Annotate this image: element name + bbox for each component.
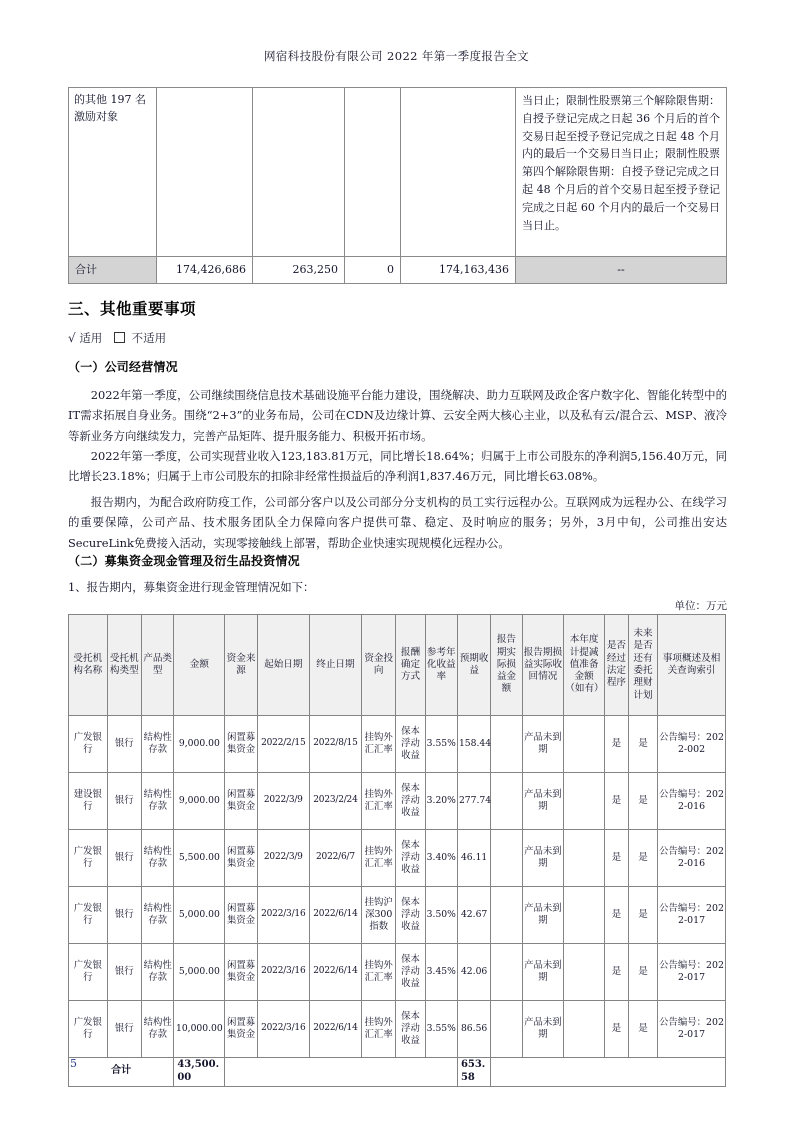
cell-direction: 挂钩外汇汇率 xyxy=(362,1001,396,1058)
cell-legal-procedure: 是 xyxy=(604,1001,628,1058)
cell-recovery: 产品未到期 xyxy=(522,830,564,887)
table-total-row xyxy=(69,257,727,284)
cell-product-type: 结构性存款 xyxy=(141,830,173,887)
cell-legal-procedure: 是 xyxy=(604,773,628,830)
table-total-row xyxy=(69,1058,726,1087)
cell-institution: 广发银行 xyxy=(69,887,108,944)
empty-cell-4 xyxy=(401,88,516,257)
cell-inst-type: 银行 xyxy=(107,716,141,773)
cell-remuneration: 保本浮动收益 xyxy=(396,944,425,1001)
col-actual-pl: 报告期实际损益金额 xyxy=(491,615,522,716)
subsection-two-title: （二）募集资金现金管理及衍生品投资情况 xyxy=(68,554,300,568)
empty-cell-2 xyxy=(253,88,345,257)
cell-impairment xyxy=(564,887,605,944)
cell-future-plan: 是 xyxy=(628,773,657,830)
cell-recovery: 产品未到期 xyxy=(522,944,564,1001)
cell-ref-rate: 3.50% xyxy=(425,887,457,944)
cell-index: 公告编号：2022-002 xyxy=(658,716,726,773)
paragraph-remote-work: 报告期内，为配合政府防疫工作，公司部分客户以及公司部分分支机构的员工实行远程办公。互联网成为远程办公、在线学习的重要保障，公司产品、技术服务团队全力保障向客户提供可靠、稳定、及时响应的服务；另外，3月中旬，公司推出安达SecureLink免费接入活动，实现零接触线上部署，帮助企业快速实现规模化远程办公。 xyxy=(68,495,727,550)
check-icon: √ xyxy=(68,331,76,345)
cell-future-plan: 是 xyxy=(628,830,657,887)
cell-remuneration: 保本浮动收益 xyxy=(396,773,425,830)
cell-product-type: 结构性存款 xyxy=(141,716,173,773)
empty-cell-1 xyxy=(157,88,253,257)
page-number: 5 xyxy=(70,1057,77,1070)
col-index: 事项概述及相关查询索引 xyxy=(658,615,726,716)
total-expected-income: 653.58 xyxy=(457,1058,490,1087)
cell-impairment xyxy=(564,944,605,1001)
total-value-3: 0 xyxy=(345,257,401,284)
cell-legal-procedure: 是 xyxy=(604,887,628,944)
table-body xyxy=(69,716,726,1087)
table-row xyxy=(69,88,727,257)
table-row xyxy=(69,887,726,944)
cell-expected-income: 158.44 xyxy=(457,716,490,773)
cell-legal-procedure: 是 xyxy=(604,944,628,1001)
applicable-label: 适用 xyxy=(79,331,103,345)
total-value-4: 174,163,436 xyxy=(401,257,516,284)
fund-management-lead: 1、报告期内，募集资金进行现金管理情况如下： xyxy=(68,580,315,594)
cell-expected-income: 42.06 xyxy=(457,944,490,1001)
col-reference-rate: 参考年化收益率 xyxy=(425,615,457,716)
cell-actual-pl xyxy=(491,716,522,773)
cell-direction: 挂钩沪深300指数 xyxy=(362,887,396,944)
cell-remuneration: 保本浮动收益 xyxy=(396,1001,425,1058)
table-row xyxy=(69,1001,726,1058)
table-row xyxy=(69,773,726,830)
col-expected-income: 预期收益 xyxy=(457,615,490,716)
applicability-line xyxy=(68,330,166,346)
cell-direction: 挂钩外汇汇率 xyxy=(362,716,396,773)
cell-inst-type: 银行 xyxy=(107,944,141,1001)
table-row xyxy=(69,830,726,887)
cell-end-date: 2023/2/24 xyxy=(309,773,361,830)
cell-ref-rate: 3.55% xyxy=(425,716,457,773)
col-institution-name: 受托机构名称 xyxy=(69,615,108,716)
cell-actual-pl xyxy=(491,944,522,1001)
incentive-object-cell: 的其他 197 名激励对象 xyxy=(69,88,157,257)
cell-amount: 10,000.00 xyxy=(174,1001,225,1058)
cell-index: 公告编号：2022-016 xyxy=(658,830,726,887)
cell-institution: 广发银行 xyxy=(69,830,108,887)
cell-recovery: 产品未到期 xyxy=(522,773,564,830)
col-institution-type: 受托机构类型 xyxy=(107,615,141,716)
col-fund-source: 资金来源 xyxy=(225,615,257,716)
cell-remuneration: 保本浮动收益 xyxy=(396,887,425,944)
cell-inst-type: 银行 xyxy=(107,887,141,944)
subsection-one-title: （一）公司经营情况 xyxy=(68,360,178,374)
cell-future-plan: 是 xyxy=(628,944,657,1001)
cell-remuneration: 保本浮动收益 xyxy=(396,830,425,887)
cell-product-type: 结构性存款 xyxy=(141,1001,173,1058)
total-blank-1 xyxy=(225,1058,458,1087)
cell-amount: 5,500.00 xyxy=(174,830,225,887)
cell-institution: 广发银行 xyxy=(69,716,108,773)
cell-recovery: 产品未到期 xyxy=(522,1001,564,1058)
cell-future-plan: 是 xyxy=(628,716,657,773)
checkbox-empty-icon[interactable] xyxy=(114,332,125,343)
col-start-date: 起始日期 xyxy=(257,615,309,716)
cell-end-date: 2022/6/14 xyxy=(309,1001,361,1058)
cell-actual-pl xyxy=(491,887,522,944)
cell-product-type: 结构性存款 xyxy=(141,944,173,1001)
cell-amount: 5,000.00 xyxy=(174,887,225,944)
cell-start-date: 2022/3/16 xyxy=(257,944,309,1001)
incentive-plan-table xyxy=(68,87,727,284)
cell-source: 闲置募集资金 xyxy=(225,716,257,773)
cell-actual-pl xyxy=(491,830,522,887)
total-label: 合计 xyxy=(69,257,157,284)
cell-ref-rate: 3.45% xyxy=(425,944,457,1001)
cell-amount: 9,000.00 xyxy=(174,773,225,830)
cell-institution: 建设银行 xyxy=(69,773,108,830)
col-remuneration-method: 报酬确定方式 xyxy=(396,615,425,716)
cell-actual-pl xyxy=(491,773,522,830)
cell-source: 闲置募集资金 xyxy=(225,773,257,830)
cell-source: 闲置募集资金 xyxy=(225,944,257,1001)
cell-ref-rate: 3.40% xyxy=(425,830,457,887)
cell-legal-procedure: 是 xyxy=(604,716,628,773)
cell-end-date: 2022/6/7 xyxy=(309,830,361,887)
cell-impairment xyxy=(564,716,605,773)
cell-product-type: 结构性存款 xyxy=(141,773,173,830)
cell-expected-income: 46.11 xyxy=(457,830,490,887)
total-label: 合计 xyxy=(69,1058,174,1087)
cell-source: 闲置募集资金 xyxy=(225,1001,257,1058)
col-amount: 金额 xyxy=(174,615,225,716)
table-row xyxy=(69,716,726,773)
cell-direction: 挂钩外汇汇率 xyxy=(362,944,396,1001)
page-title: 三、其他重要事项 xyxy=(68,300,197,318)
not-applicable-label: 不适用 xyxy=(131,331,167,345)
col-impairment: 本年度计提减值准备金额（如有） xyxy=(564,615,605,716)
cell-amount: 5,000.00 xyxy=(174,944,225,1001)
cell-end-date: 2022/6/14 xyxy=(309,944,361,1001)
cell-inst-type: 银行 xyxy=(107,1001,141,1058)
cell-expected-income: 277.74 xyxy=(457,773,490,830)
cell-amount: 9,000.00 xyxy=(174,716,225,773)
cell-inst-type: 银行 xyxy=(107,830,141,887)
cell-legal-procedure: 是 xyxy=(604,830,628,887)
cell-ref-rate: 3.20% xyxy=(425,773,457,830)
cell-product-type: 结构性存款 xyxy=(141,887,173,944)
col-legal-procedure: 是否经过法定程序 xyxy=(604,615,628,716)
cell-index: 公告编号：2022-017 xyxy=(658,944,726,1001)
cell-impairment xyxy=(564,1001,605,1058)
total-value-1: 174,426,686 xyxy=(157,257,253,284)
unit-note: 单位：万元 xyxy=(674,600,727,612)
cell-recovery: 产品未到期 xyxy=(522,887,564,944)
empty-cell-3 xyxy=(345,88,401,257)
cell-source: 闲置募集资金 xyxy=(225,887,257,944)
cell-source: 闲置募集资金 xyxy=(225,830,257,887)
cell-inst-type: 银行 xyxy=(107,773,141,830)
cell-end-date: 2022/8/15 xyxy=(309,716,361,773)
cell-start-date: 2022/3/16 xyxy=(257,887,309,944)
cell-remuneration: 保本浮动收益 xyxy=(396,716,425,773)
col-pl-recovery: 报告期损益实际收回情况 xyxy=(522,615,564,716)
paragraph-business-overview: 2022年第一季度，公司继续围绕信息技术基础设施平台能力建设，围绕解决、助力互联网及政企客户数字化、智能化转型中的IT需求拓展自身业务。围绕“2+3”的业务布局，公司在CDN及边缘计算、云安全两大核心主业，以及私有云/混合云、MSP、液冷等新业务方向继续发力，完善产品矩阵、提升服务能力、积极开拓市场。 xyxy=(68,388,727,443)
total-dash-2: -- xyxy=(516,257,727,284)
cell-actual-pl xyxy=(491,1001,522,1058)
cell-start-date: 2022/3/9 xyxy=(257,773,309,830)
col-future-plan: 未来是否还有委托理财计划 xyxy=(628,615,657,716)
unlock-period-note: 当日止；限制性股票第三个解除限售期：自授予登记完成之日起 36 个月后的首个交易日起至授予登记完成之日起 48 个月内的最后一个交易日当日止；限制性股票第四个解除限售期：自授予登记完成之日起 48 个月后的首个交易日起至授予登记完成之日起 60 个月内的最后一个交易日当日止。 xyxy=(516,88,727,257)
col-product-type: 产品类型 xyxy=(141,615,173,716)
document-header: 网宿科技股份有限公司 2022 年第一季度报告全文 xyxy=(263,49,530,63)
entrusted-wealth-management-table xyxy=(68,614,726,1087)
table-header-row xyxy=(69,615,726,716)
cell-start-date: 2022/3/16 xyxy=(257,1001,309,1058)
cell-impairment xyxy=(564,830,605,887)
cell-index: 公告编号：2022-016 xyxy=(658,773,726,830)
cell-index: 公告编号：2022-017 xyxy=(658,1001,726,1058)
cell-start-date: 2022/2/15 xyxy=(257,716,309,773)
cell-future-plan: 是 xyxy=(628,887,657,944)
cell-recovery: 产品未到期 xyxy=(522,716,564,773)
total-blank-2 xyxy=(491,1058,726,1087)
cell-institution: 广发银行 xyxy=(69,944,108,1001)
total-value-2: 263,250 xyxy=(253,257,345,284)
col-end-date: 终止日期 xyxy=(309,615,361,716)
cell-expected-income: 42.67 xyxy=(457,887,490,944)
cell-impairment xyxy=(564,773,605,830)
table-row xyxy=(69,944,726,1001)
paragraph-financial-results: 2022年第一季度，公司实现营业收入123,183.81万元，同比增长18.64%；归属于上市公司股东的净利润5,156.40万元，同比增长23.18%；归属于上市公司股东的扣除非经常性损益后的净利润1,837.46万元，同比增长63.08%。 xyxy=(68,449,727,484)
col-fund-direction: 资金投向 xyxy=(362,615,396,716)
cell-institution: 广发银行 xyxy=(69,1001,108,1058)
cell-future-plan: 是 xyxy=(628,1001,657,1058)
cell-expected-income: 86.56 xyxy=(457,1001,490,1058)
total-amount: 43,500.00 xyxy=(174,1058,225,1087)
cell-start-date: 2022/3/9 xyxy=(257,830,309,887)
cell-direction: 挂钩外汇汇率 xyxy=(362,773,396,830)
cell-direction: 挂钩外汇汇率 xyxy=(362,830,396,887)
cell-end-date: 2022/6/14 xyxy=(309,887,361,944)
cell-index: 公告编号：2022-017 xyxy=(658,887,726,944)
cell-ref-rate: 3.55% xyxy=(425,1001,457,1058)
